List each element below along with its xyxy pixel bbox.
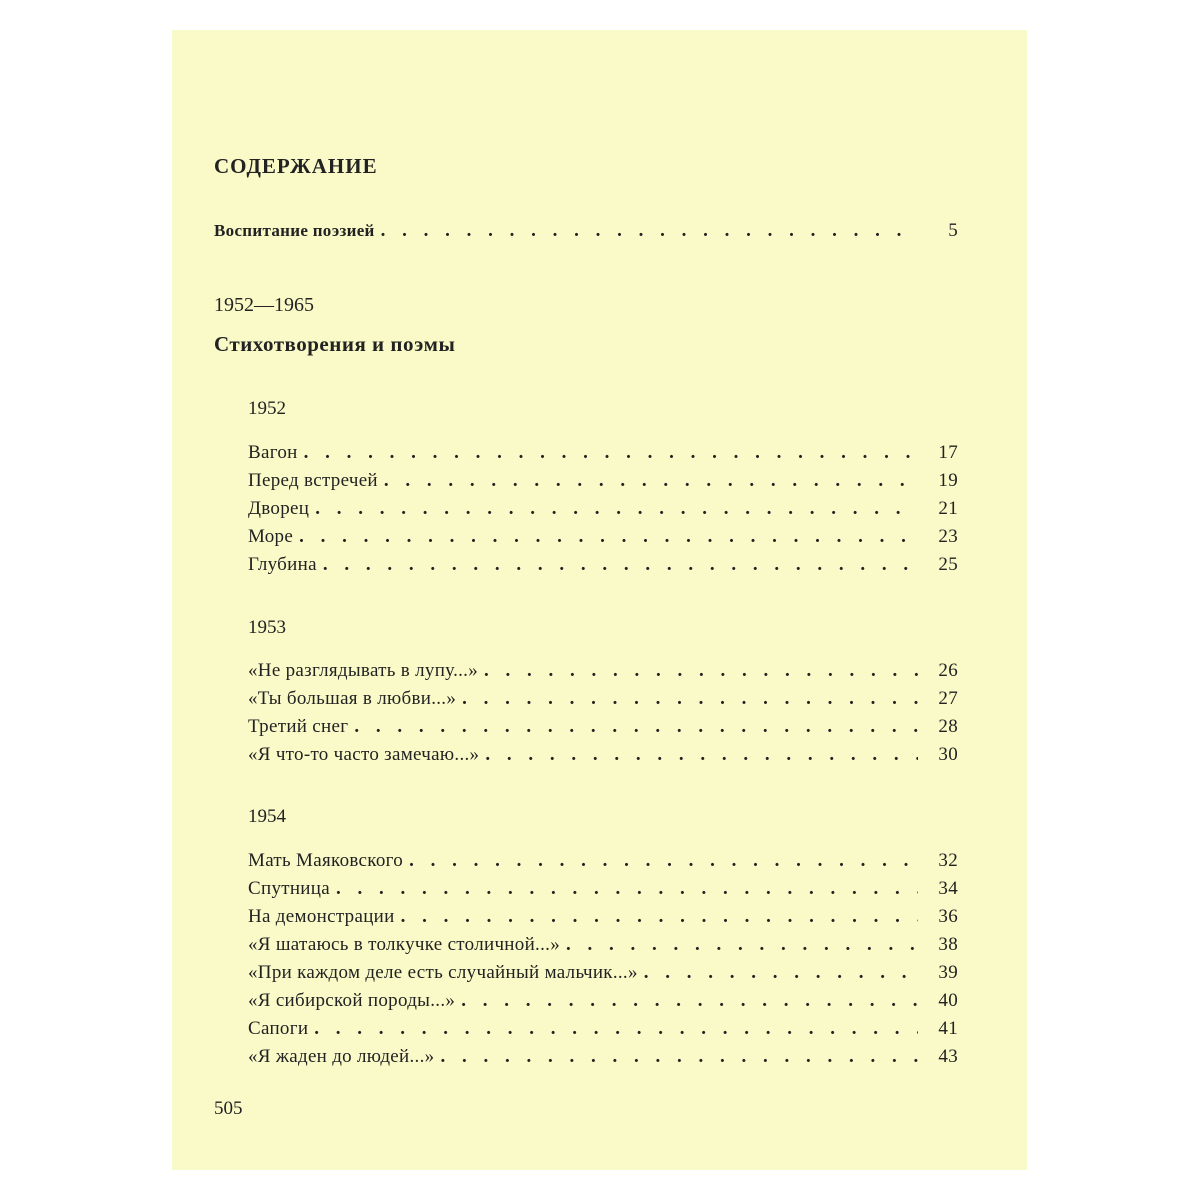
dot-leader <box>315 498 918 520</box>
dot-leader <box>440 1046 918 1068</box>
toc-entry-page: 32 <box>938 850 958 871</box>
toc-entry-title: Третий снег <box>248 716 349 737</box>
dot-leader <box>461 990 918 1012</box>
toc-entry-title: Спутница <box>248 878 330 899</box>
dot-leader <box>644 962 918 984</box>
toc-entry <box>248 526 958 554</box>
dot-leader <box>299 526 918 548</box>
dot-leader <box>566 934 918 956</box>
year-heading-1953: 1953 <box>248 617 286 638</box>
toc-entry-title: «Я что-то часто замечаю...» <box>248 744 480 765</box>
toc-entry <box>248 878 958 906</box>
page-number: 505 <box>214 1098 243 1119</box>
year-heading-1952: 1952 <box>248 398 286 419</box>
toc-entry-page: 17 <box>938 442 958 463</box>
toc-entry-page: 43 <box>938 1046 958 1067</box>
toc-entry <box>248 688 958 716</box>
toc-entry-page: 21 <box>938 498 958 519</box>
dot-leader <box>314 1018 918 1040</box>
toc-entry-title: Глубина <box>248 554 317 575</box>
page-title: СОДЕРЖАНИЕ <box>214 154 378 178</box>
dot-leader <box>484 660 918 682</box>
toc-entry-intro <box>214 220 958 248</box>
toc-entry <box>248 498 958 526</box>
toc-entry-page: 36 <box>938 906 958 927</box>
toc-entry-title: «Я сибирской породы...» <box>248 990 456 1011</box>
toc-entry-title: На демонстрации <box>248 906 395 927</box>
section-title: Стихотворения и поэмы <box>214 332 456 356</box>
dot-leader <box>462 688 918 710</box>
toc-entry-title: Мать Маяковского <box>248 850 404 871</box>
toc-entry-title: «При каждом деле есть случайный мальчик...» <box>248 962 638 983</box>
toc-entry-page: 41 <box>938 1018 958 1039</box>
toc-entry <box>248 1046 958 1074</box>
toc-entry-page: 30 <box>938 744 958 765</box>
dot-leader <box>323 554 918 576</box>
dot-leader <box>401 906 918 928</box>
toc-entry-title: Вагон <box>248 442 298 463</box>
toc-entry <box>248 990 958 1018</box>
dot-leader <box>381 220 918 242</box>
years-range: 1952—1965 <box>214 294 314 316</box>
toc-entry <box>248 716 958 744</box>
toc-entry <box>248 744 958 772</box>
toc-entry-title: Море <box>248 526 294 547</box>
toc-entry <box>248 660 958 688</box>
toc-entry-title: Дворец <box>248 498 310 519</box>
toc-entry-page: 23 <box>938 526 958 547</box>
toc-entry <box>248 962 958 990</box>
toc-entry <box>248 470 958 498</box>
dot-leader <box>354 716 918 738</box>
dot-leader <box>336 878 918 900</box>
toc-entry-title: Воспитание поэзией <box>214 221 375 240</box>
toc-entry-page: 26 <box>938 660 958 681</box>
toc-entry-title: Сапоги <box>248 1018 309 1039</box>
dot-leader <box>384 470 918 492</box>
year-heading-1954: 1954 <box>248 806 286 827</box>
dot-leader <box>485 744 918 766</box>
toc-entry-page: 38 <box>938 934 958 955</box>
toc-entry-page: 5 <box>948 220 958 241</box>
dot-leader <box>304 442 918 464</box>
toc-entry <box>248 442 958 470</box>
toc-entry <box>248 554 958 582</box>
toc-entry <box>248 850 958 878</box>
toc-entry-page: 39 <box>938 962 958 983</box>
toc-entry-page: 40 <box>938 990 958 1011</box>
toc-entry-title: Перед встречей <box>248 470 378 491</box>
dot-leader <box>409 850 918 872</box>
toc-entry-page: 34 <box>938 878 958 899</box>
toc-entry-title: «Я жаден до людей...» <box>248 1046 435 1067</box>
toc-entry-page: 28 <box>938 716 958 737</box>
toc-entry-page: 19 <box>938 470 958 491</box>
toc-entry <box>248 906 958 934</box>
toc-entry-title: «Я шатаюсь в толкучке столичной...» <box>248 934 560 955</box>
toc-entry <box>248 934 958 962</box>
toc-entry-page: 25 <box>938 554 958 575</box>
toc-entry <box>248 1018 958 1046</box>
toc-entry-title: «Ты большая в любви...» <box>248 688 457 709</box>
book-page <box>172 30 1027 1170</box>
toc-entry-title: «Не разглядывать в лупу...» <box>248 660 479 681</box>
toc-entry-page: 27 <box>938 688 958 709</box>
